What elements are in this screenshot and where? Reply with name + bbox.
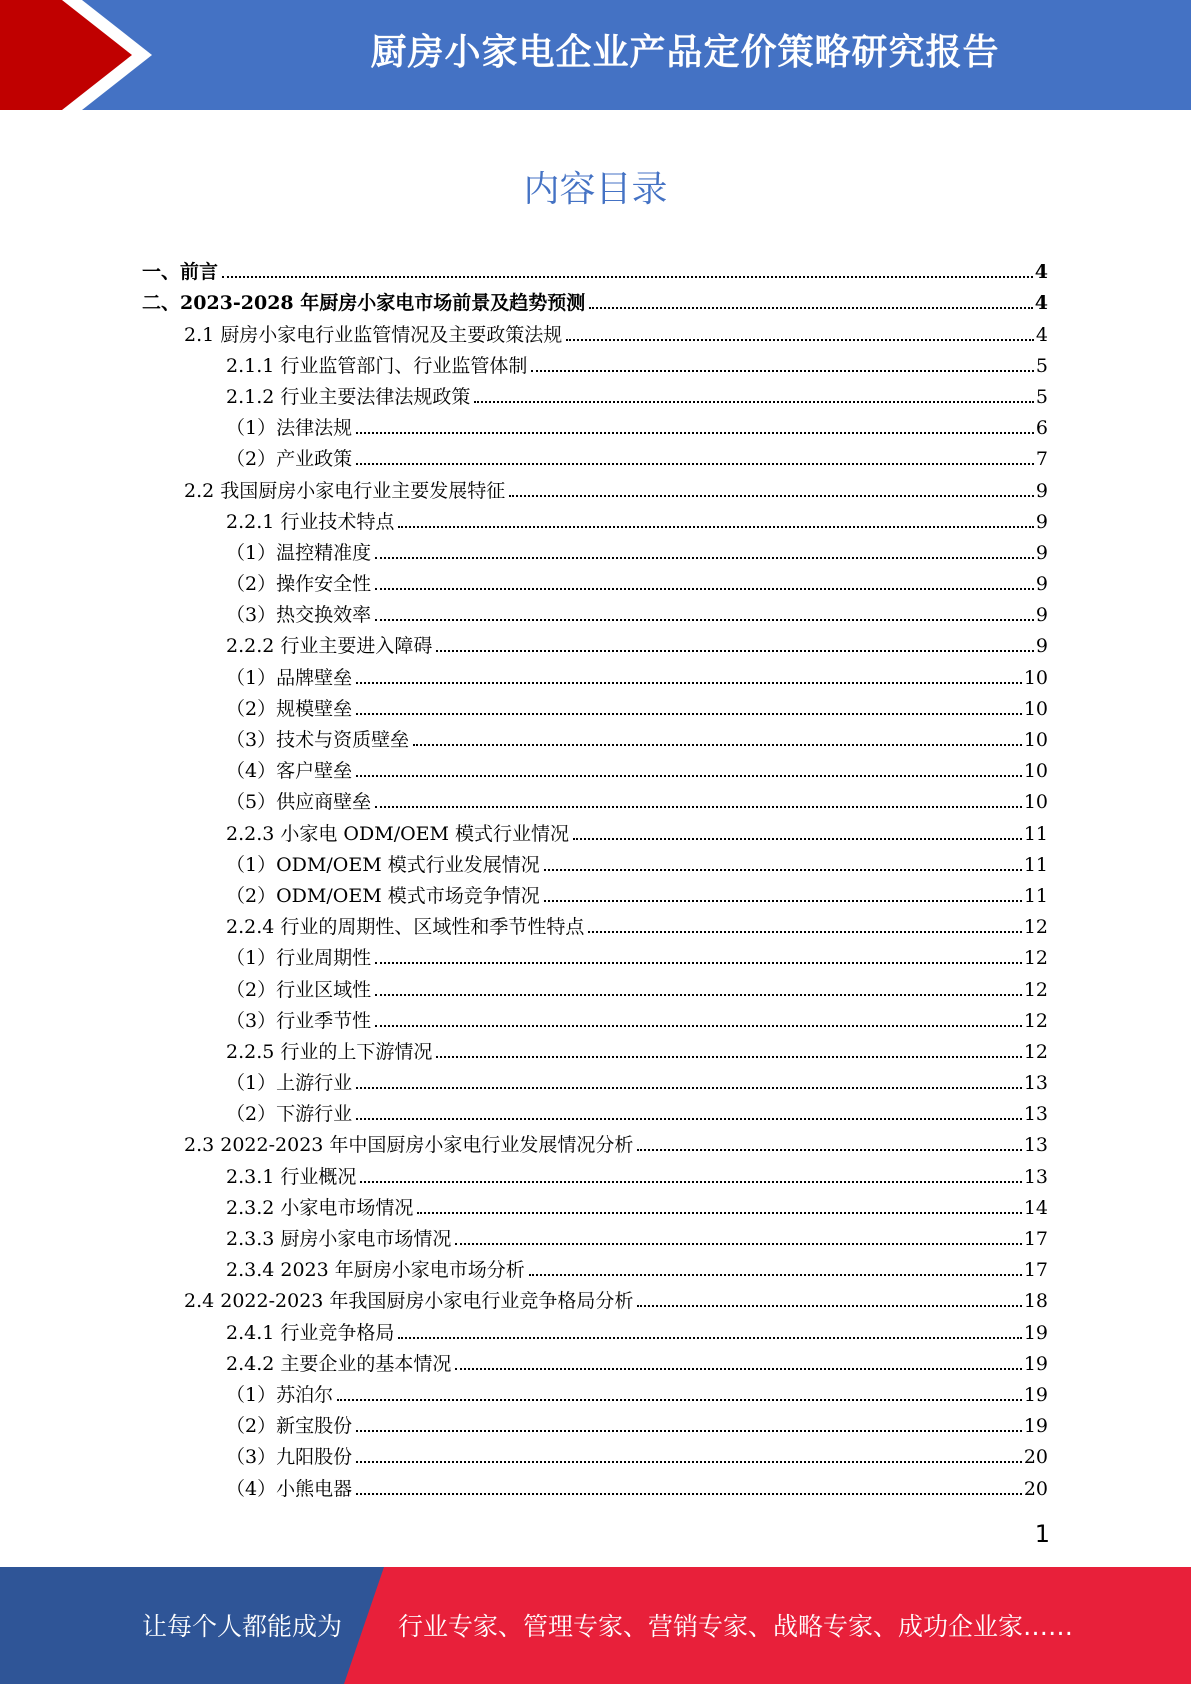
toc-entry[interactable] <box>0 440 1191 471</box>
toc-entry-page: 20 <box>1023 1446 1048 1469</box>
toc-entry-page: 19 <box>1023 1321 1048 1344</box>
toc-entry[interactable] <box>0 565 1191 596</box>
toc-entry[interactable] <box>0 1438 1191 1469</box>
toc-entry[interactable] <box>0 690 1191 721</box>
toc-entry-page: 9 <box>1035 479 1048 502</box>
toc-dot-leader <box>531 370 1034 372</box>
toc-entry[interactable] <box>0 627 1191 658</box>
toc-entry[interactable] <box>0 1189 1191 1220</box>
toc-entry-title: （1）行业周期性 <box>226 947 372 970</box>
toc-entry[interactable] <box>0 908 1191 939</box>
toc-dot-leader <box>356 463 1034 465</box>
toc-entry-page: 19 <box>1023 1352 1048 1375</box>
toc-entry-title: 2.4.2 主要企业的基本情况 <box>226 1352 452 1375</box>
toc-dot-leader <box>375 1025 1022 1027</box>
toc-entry[interactable] <box>0 378 1191 409</box>
toc-entry-title: 2.1 厨房小家电行业监管情况及主要政策法规 <box>184 323 563 346</box>
toc-dot-leader <box>356 1430 1022 1432</box>
toc-entry-page: 4 <box>1035 323 1048 346</box>
toc-entry[interactable] <box>0 1095 1191 1126</box>
toc-dot-leader <box>375 806 1022 808</box>
toc-dot-leader <box>356 1493 1022 1495</box>
toc-dot-leader <box>436 1056 1021 1058</box>
toc-entry[interactable] <box>0 1376 1191 1407</box>
toc-dot-leader <box>222 276 1033 278</box>
toc-entry-page: 17 <box>1023 1228 1048 1250</box>
toc-entry[interactable] <box>0 315 1191 346</box>
toc-entry-page: 4 <box>1034 261 1048 284</box>
toc-dot-leader <box>375 557 1034 559</box>
toc-entry-title: 2.2.4 行业的周期性、区域性和季节性特点 <box>226 916 585 939</box>
toc-entry-page: 9 <box>1035 604 1048 627</box>
toc-entry[interactable] <box>0 503 1191 534</box>
header-arrow-red <box>0 0 132 110</box>
toc-dot-leader <box>356 713 1022 715</box>
toc-entry-title: 2.3.1 行业概况 <box>226 1165 357 1188</box>
toc-entry-page: 17 <box>1023 1259 1048 1282</box>
toc-entry[interactable] <box>0 783 1191 814</box>
report-title: 厨房小家电企业产品定价策略研究报告 <box>370 32 1000 73</box>
toc-entry-title: （4）小熊电器 <box>226 1477 353 1500</box>
toc-entry[interactable] <box>0 1002 1191 1033</box>
toc-entry[interactable] <box>0 1345 1191 1376</box>
toc-entry-title: （1）温控精准度 <box>226 541 372 564</box>
toc-entry-page: 10 <box>1023 760 1048 783</box>
toc-dot-leader <box>337 1399 1022 1401</box>
toc-entry[interactable] <box>0 1064 1191 1095</box>
toc-entry-title: （3）行业季节性 <box>226 1009 372 1032</box>
toc-entry-title: （1）法律法规 <box>226 417 353 440</box>
toc-entry-title: （2）新宝股份 <box>226 1415 353 1438</box>
toc-entry-page: 9 <box>1035 541 1048 564</box>
toc-dot-leader <box>509 495 1034 497</box>
toc-entry-title: 2.3 2022-2023 年中国厨房小家电行业发展情况分析 <box>184 1134 634 1157</box>
toc-entry-page: 9 <box>1035 573 1048 596</box>
toc-entry-page: 10 <box>1023 791 1048 814</box>
toc-entry-title: （2）下游行业 <box>226 1103 353 1126</box>
toc-dot-leader <box>588 931 1021 933</box>
toc-dot-leader <box>356 1118 1022 1120</box>
toc-entry-page: 12 <box>1023 1009 1048 1032</box>
toc-entry-page: 12 <box>1023 916 1048 939</box>
toc-dot-leader <box>375 588 1034 590</box>
toc-entry-page: 18 <box>1023 1290 1048 1313</box>
toc-dot-leader <box>413 744 1022 746</box>
toc-entry-page: 7 <box>1035 448 1048 471</box>
toc-entry-title: 一、前言 <box>142 261 219 284</box>
toc-entry-page: 13 <box>1023 1103 1048 1126</box>
toc-entry-page: 20 <box>1023 1477 1048 1500</box>
toc-dot-leader <box>573 838 1022 840</box>
toc-entry[interactable] <box>0 970 1191 1001</box>
toc-dot-leader <box>436 650 1034 652</box>
toc-entry-title: （3）九阳股份 <box>226 1446 353 1469</box>
toc-dot-leader <box>529 1274 1022 1276</box>
toc-entry-title: （3）热交换效率 <box>226 604 372 627</box>
toc-entry-page: 12 <box>1023 947 1048 970</box>
toc-entry-title: （2）产业政策 <box>226 448 353 471</box>
toc-entry-page: 11 <box>1023 822 1048 845</box>
toc-dot-leader <box>566 339 1034 341</box>
toc-entry-title: 2.1.1 行业监管部门、行业监管体制 <box>226 354 528 377</box>
toc-entry-page: 12 <box>1023 1040 1048 1063</box>
toc-entry[interactable] <box>0 658 1191 689</box>
toc-entry-title: （1）品牌壁垒 <box>226 666 353 689</box>
footer-slogan-left: 让每个人都能成为 <box>142 1612 343 1641</box>
toc-entry-title: （2）行业区域性 <box>226 978 372 1001</box>
toc-entry-title: 2.2 我国厨房小家电行业主要发展特征 <box>184 479 506 502</box>
toc-dot-leader <box>356 682 1022 684</box>
toc-entry[interactable] <box>0 1407 1191 1438</box>
toc-dot-leader <box>455 1368 1021 1370</box>
toc-entry[interactable] <box>0 721 1191 752</box>
toc-entry-page: 10 <box>1023 697 1048 720</box>
toc-entry[interactable] <box>0 814 1191 845</box>
footer-banner <box>0 1567 1191 1684</box>
toc-entry[interactable] <box>0 1126 1191 1157</box>
toc-entry-title: 2.3.2 小家电市场情况 <box>226 1196 414 1219</box>
toc-dot-leader <box>375 994 1022 996</box>
toc-entry-page: 4 <box>1034 292 1048 315</box>
toc-entry-title: 2.3.3 厨房小家电市场情况 <box>226 1228 452 1250</box>
toc-entry-page: 9 <box>1035 510 1048 533</box>
toc-entry[interactable] <box>0 752 1191 783</box>
toc-entry-page: 9 <box>1035 635 1048 658</box>
toc-dot-leader <box>360 1181 1021 1183</box>
toc-entry-title: （2）操作安全性 <box>226 573 372 596</box>
toc-heading: 内容目录 <box>523 169 668 210</box>
toc-entry-title: 二、2023-2028 年厨房小家电市场前景及趋势预测 <box>142 292 586 315</box>
toc-entry[interactable] <box>0 877 1191 908</box>
page-number: 1 <box>1034 1520 1050 1548</box>
toc-entry-title: 2.3.4 2023 年厨房小家电市场分析 <box>226 1259 525 1282</box>
toc-entry[interactable] <box>0 1282 1191 1313</box>
toc-entry[interactable] <box>0 596 1191 627</box>
toc-entry-title: （1）ODM/OEM 模式行业发展情况 <box>226 853 540 876</box>
toc-dot-leader <box>474 401 1034 403</box>
toc-entry[interactable] <box>0 534 1191 565</box>
toc-entry-title: （3）技术与资质壁垒 <box>226 729 410 751</box>
toc-entry-page: 11 <box>1023 853 1048 876</box>
toc-entry[interactable] <box>0 939 1191 970</box>
toc-entry-page: 10 <box>1023 666 1048 689</box>
header-banner <box>0 0 1191 110</box>
toc-entry[interactable] <box>0 1033 1191 1064</box>
toc-entry-page: 19 <box>1023 1383 1048 1406</box>
toc-entry-page: 13 <box>1023 1134 1048 1157</box>
toc-entry-page: 10 <box>1023 729 1048 751</box>
toc-entry[interactable] <box>0 409 1191 440</box>
toc-entry-title: （1）苏泊尔 <box>226 1383 334 1406</box>
toc-entry-page: 13 <box>1023 1072 1048 1095</box>
toc-entry[interactable] <box>0 471 1191 502</box>
toc-entry-title: （5）供应商壁垒 <box>226 791 372 814</box>
toc-dot-leader <box>589 307 1033 309</box>
toc-entry[interactable] <box>0 1251 1191 1282</box>
toc-dot-leader <box>637 1305 1021 1307</box>
toc-entry-page: 12 <box>1023 978 1048 1001</box>
toc-entry[interactable] <box>0 253 1191 284</box>
toc-entry-page: 11 <box>1023 884 1048 907</box>
toc-dot-leader <box>544 869 1022 871</box>
toc-entry-title: 2.4 2022-2023 年我国厨房小家电行业竞争格局分析 <box>184 1290 634 1313</box>
toc-dot-leader <box>398 526 1034 528</box>
toc-dot-leader <box>356 1461 1022 1463</box>
toc-entry-title: 2.4.1 行业竞争格局 <box>226 1321 395 1344</box>
toc-entry[interactable] <box>0 846 1191 877</box>
toc-entry-title: 2.2.5 行业的上下游情况 <box>226 1040 433 1063</box>
toc-entry-title: （2）规模壁垒 <box>226 697 353 720</box>
footer-slogan-right: 行业专家、管理专家、营销专家、战略专家、成功企业家…… <box>398 1612 1074 1641</box>
toc-entry-title: （4）客户壁垒 <box>226 760 353 783</box>
toc-dot-leader <box>375 962 1022 964</box>
toc-dot-leader <box>544 900 1022 902</box>
table-of-contents <box>0 253 1191 1501</box>
toc-dot-leader <box>356 432 1034 434</box>
toc-entry-title: 2.2.2 行业主要进入障碍 <box>226 635 433 658</box>
toc-entry-page: 19 <box>1023 1415 1048 1438</box>
toc-dot-leader <box>356 1087 1022 1089</box>
toc-entry[interactable] <box>0 1157 1191 1188</box>
toc-entry-title: （1）上游行业 <box>226 1072 353 1095</box>
toc-entry[interactable] <box>0 1469 1191 1500</box>
toc-dot-leader <box>356 775 1022 777</box>
toc-dot-leader <box>455 1243 1021 1245</box>
toc-entry-title: 2.2.3 小家电 ODM/OEM 模式行业情况 <box>226 822 570 845</box>
toc-entry-page: 6 <box>1035 417 1048 440</box>
toc-dot-leader <box>375 619 1034 621</box>
toc-dot-leader <box>417 1212 1021 1214</box>
toc-entry-page: 14 <box>1023 1196 1048 1219</box>
toc-entry-title: 2.2.1 行业技术特点 <box>226 510 395 533</box>
toc-dot-leader <box>637 1149 1021 1151</box>
toc-entry[interactable] <box>0 1313 1191 1344</box>
toc-entry-page: 5 <box>1035 354 1048 377</box>
toc-entry-page: 13 <box>1023 1165 1048 1188</box>
toc-entry[interactable] <box>0 284 1191 315</box>
toc-entry[interactable] <box>0 347 1191 378</box>
toc-entry-title: 2.1.2 行业主要法律法规政策 <box>226 385 471 408</box>
toc-entry[interactable] <box>0 1220 1191 1251</box>
toc-entry-title: （2）ODM/OEM 模式市场竞争情况 <box>226 884 540 907</box>
toc-dot-leader <box>398 1337 1021 1339</box>
toc-entry-page: 5 <box>1035 385 1048 408</box>
